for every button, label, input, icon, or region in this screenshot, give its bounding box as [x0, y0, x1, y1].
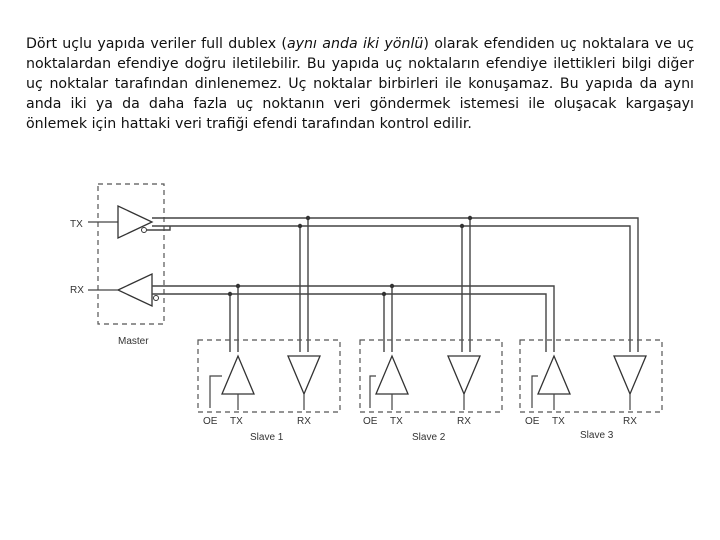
paragraph-text-1: Dört uçlu yapıda veriler full dublex (: [26, 36, 287, 52]
slave-2-tx-label: TX: [390, 416, 403, 427]
rx-bus-line-b: [152, 294, 546, 352]
master-rx-enable-bubble: [154, 296, 159, 301]
slave-1-rx-buffer: [288, 356, 320, 394]
tx-bus-line-b: [152, 226, 630, 352]
master-rx-buffer: [118, 274, 152, 306]
slave-3-rx-buffer: [614, 356, 646, 394]
slave-3-tx-label: TX: [552, 416, 565, 427]
slave-2-label: Slave 2: [412, 432, 446, 443]
slave-2-rx-label: RX: [457, 416, 471, 427]
bus-lines: [147, 216, 638, 352]
paragraph-text-2: ) olarak efendiden uç noktalara ve uç noktalardan efendiye doğru iletilebilir. Bu yapıda uç noktaların efendiye ilettikleri bilgi diğer uç noktalar tarafından dinlenemez. Uç noktalar birbirleri ile konuşamaz. Bu yapıda da aynı anda iki ya da daha fazla uç noktanın veri göndermek istemesi ile oluşacak kargaşayı önlemek için hattaki veri trafiği efendi tarafından kontrol edilir.: [26, 36, 694, 132]
master-label: Master: [118, 336, 149, 347]
rx-bus-line-a: [152, 286, 554, 352]
master-box: [98, 184, 164, 324]
slave-1-label: Slave 1: [250, 432, 284, 443]
slave-1-tx-buffer: [222, 356, 254, 394]
paragraph-italic: aynı anda iki yönlü: [286, 36, 424, 52]
slave-1-oe-label: OE: [203, 416, 218, 427]
slave-3-tx-buffer: [538, 356, 570, 394]
slave-1-oe-wire: [210, 376, 222, 408]
master-tx-buffer: [118, 206, 152, 238]
slave-2-oe-label: OE: [363, 416, 378, 427]
slave-1-tx-label: TX: [230, 416, 243, 427]
slave-2-oe-wire: [370, 376, 376, 408]
slave-3-rx-label: RX: [623, 416, 637, 427]
slave-3-oe-label: OE: [525, 416, 540, 427]
tx-bus-line-a: [152, 218, 638, 352]
slave-2-box: [360, 340, 502, 412]
master-tx-enable-bubble: [142, 228, 147, 233]
slave-1-block: [198, 340, 340, 443]
master-block: [70, 184, 164, 347]
slave-2-rx-buffer: [448, 356, 480, 394]
master-rx-label: RX: [70, 285, 84, 296]
slave-3-oe-wire: [532, 376, 538, 408]
slave-2-tx-buffer: [376, 356, 408, 394]
slave-2-block: [360, 340, 502, 443]
master-tx-label: TX: [70, 219, 83, 230]
slave-3-block: [520, 340, 662, 441]
slave-3-box: [520, 340, 662, 412]
slave-3-label: Slave 3: [580, 430, 614, 441]
slave-1-rx-label: RX: [297, 416, 311, 427]
